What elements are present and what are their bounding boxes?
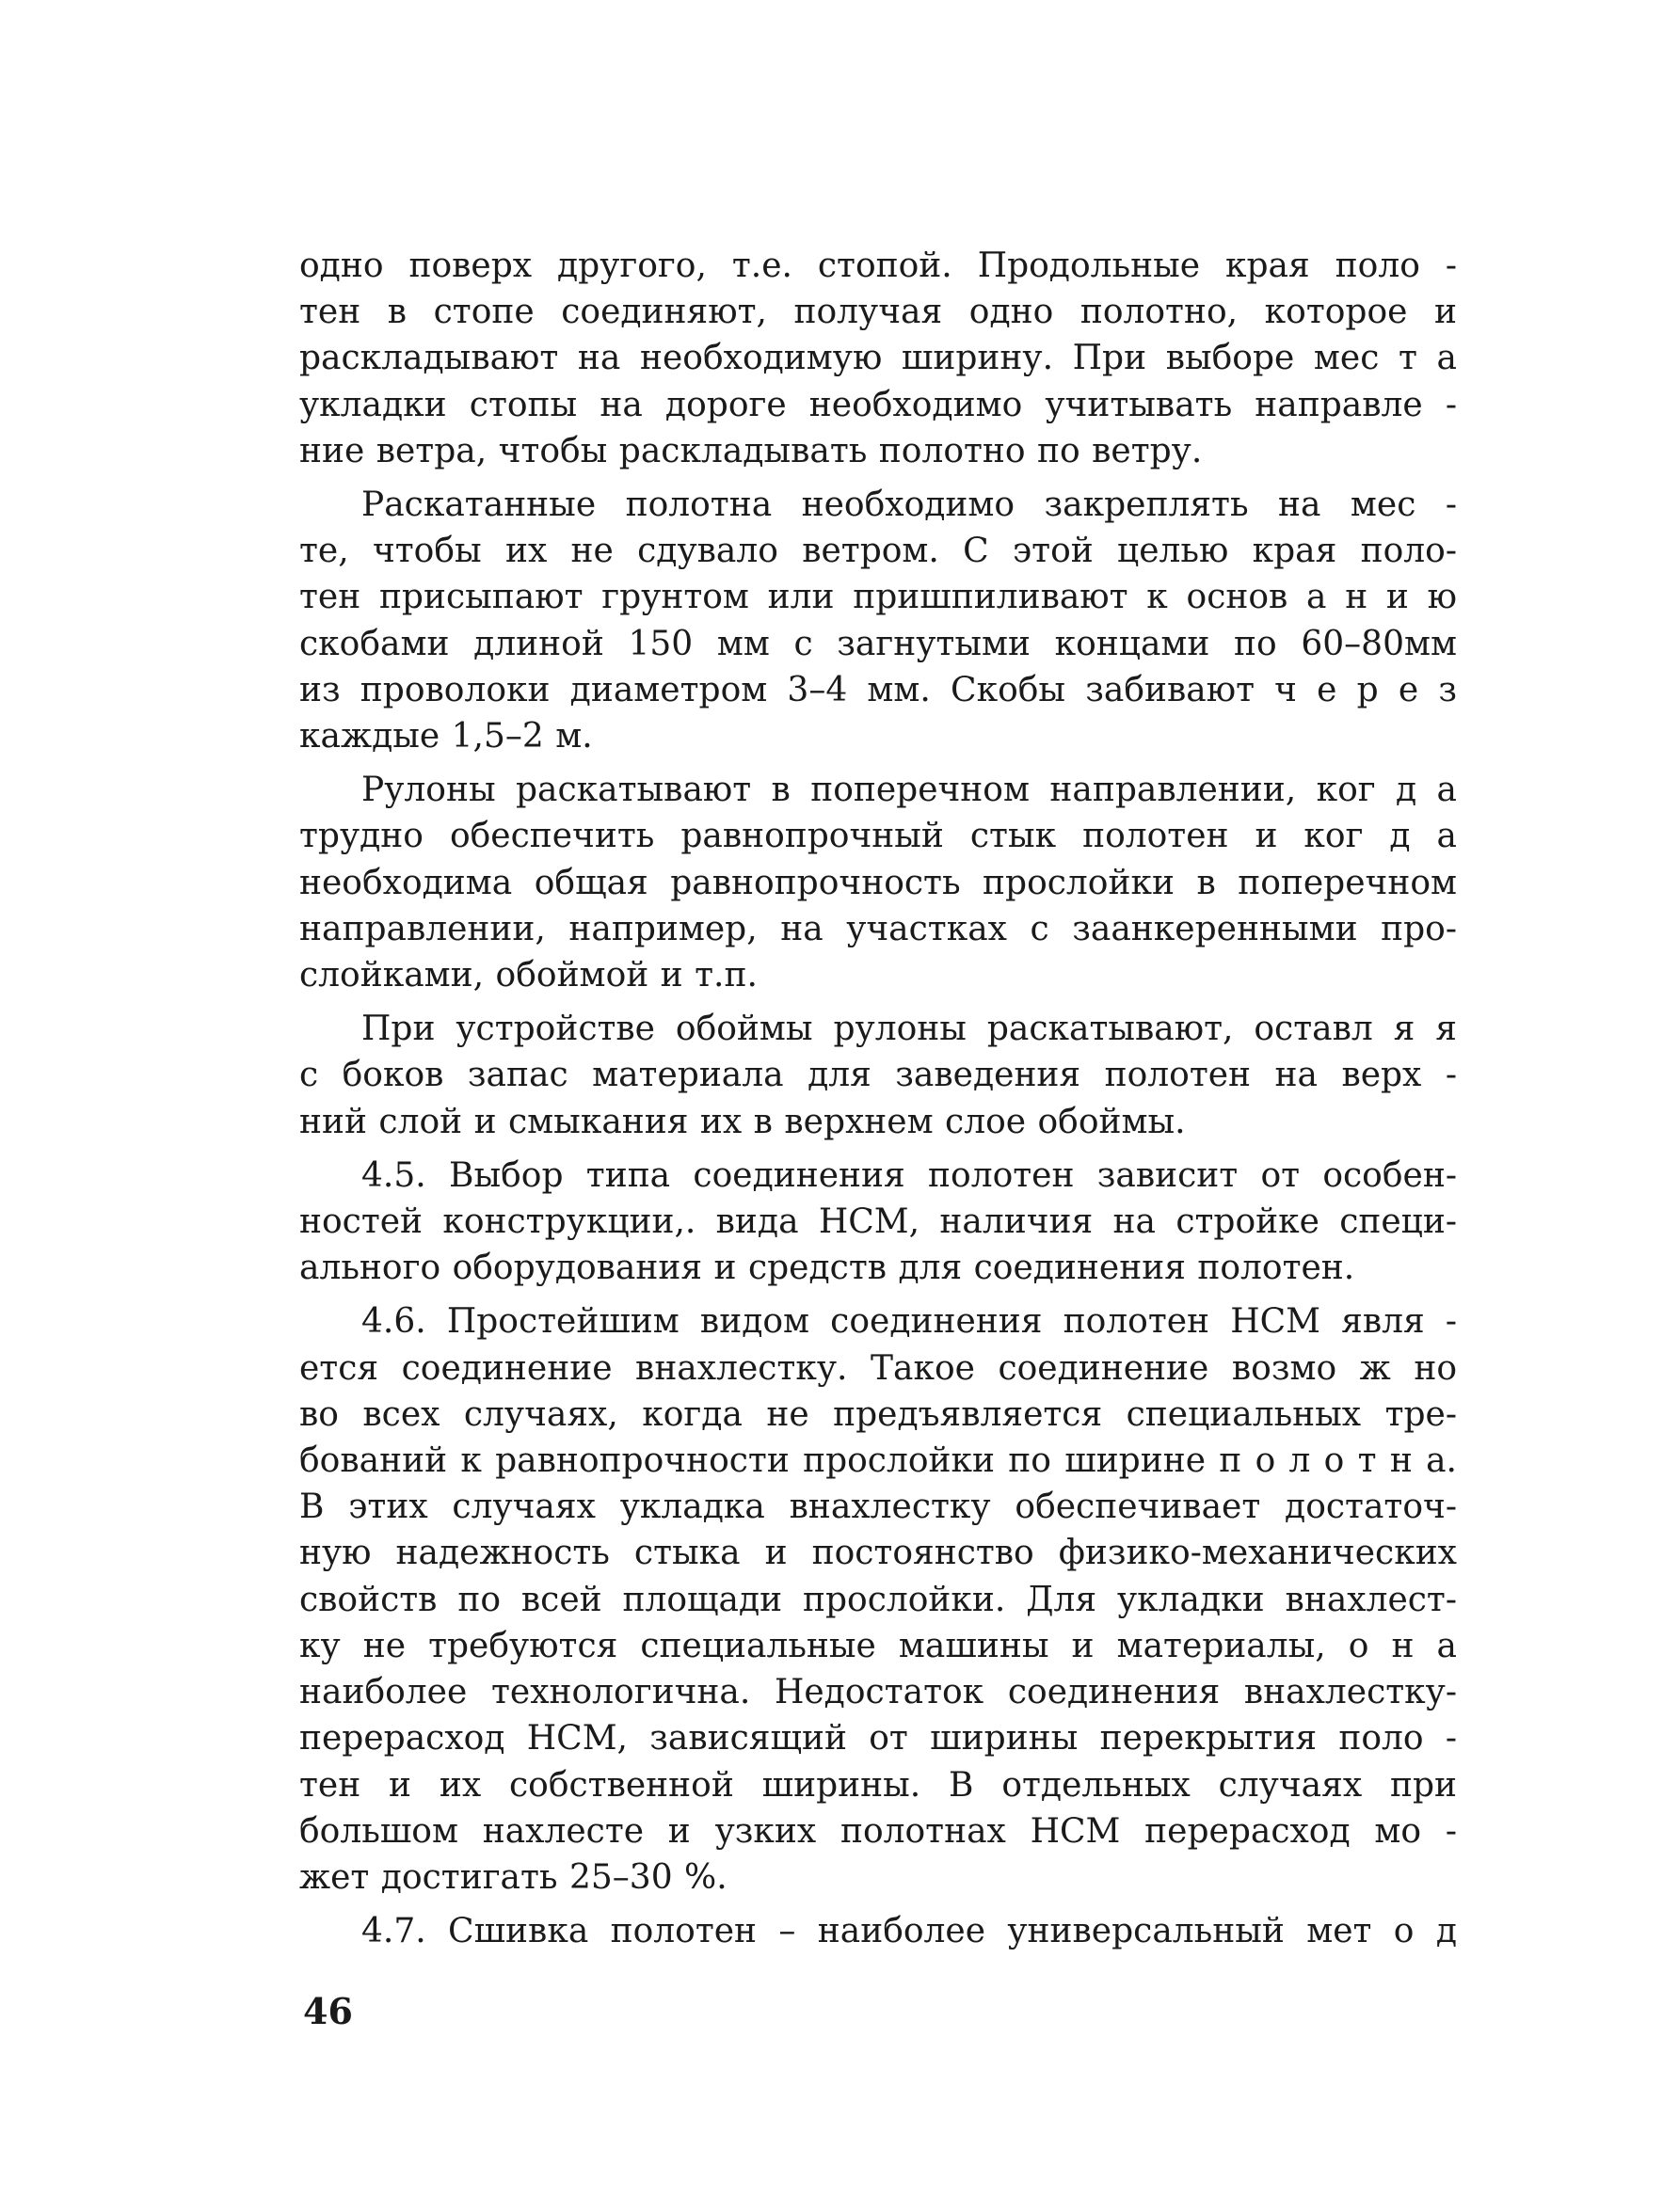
text-line: 4.6. Простейшим видом соединения полотен НСМ явля - (361, 1302, 1457, 1342)
text-line: ний слой и смыкания их в верхнем слое обоймы. (299, 1102, 1186, 1141)
text-line: во всех случаях, когда не предъявляется специальных тре- (299, 1394, 1457, 1434)
page-number: 46 (303, 1990, 353, 2032)
text-line: тен в стопе соединяют, получая одно полотно, которое и (299, 293, 1457, 332)
text-line: укладки стопы на дороге необходимо учитывать направле - (299, 385, 1457, 424)
text-line: из проволоки диаметром 3–4 мм. Скобы забивают ч е р е з (299, 670, 1457, 709)
paragraph-4 (299, 1006, 1457, 1145)
text-line: тен и их собственной ширины. В отдельных случаях при (299, 1765, 1457, 1805)
paragraph-4-7 (299, 1908, 1457, 1954)
text-line: необходима общая равнопрочность прослойки в поперечном (299, 863, 1457, 902)
text-line: слойками, обоймой и т.п. (299, 956, 758, 995)
text-line: ется соединение внахлестку. Такое соединение возмо ж но (299, 1348, 1457, 1388)
paragraph-4-5 (299, 1153, 1457, 1292)
text-line: трудно обеспечить равнопрочный стык полотен и ког д а (299, 817, 1457, 856)
text-line: ную надежность стыка и постоянство физико-механических (299, 1534, 1457, 1573)
text-line: перерасход НСМ, зависящий от ширины перекрытия поло - (299, 1719, 1457, 1758)
text-line: свойств по всей площади прослойки. Для укладки внахлест- (299, 1580, 1457, 1619)
text-line: с боков запас материала для заведения полотен на верх - (299, 1056, 1457, 1095)
paragraph-4-6 (299, 1298, 1457, 1901)
text-line: ностей конструкции,. вида НСМ, наличия на стройке специ- (299, 1202, 1457, 1242)
text-line: направлении, например, на участках с заанкеренными про- (299, 909, 1457, 948)
text-line: бований к равнопрочности прослойки по ширине п о л о т н а. (299, 1441, 1457, 1481)
text-line: ального оборудования и средств для соединения полотен. (299, 1249, 1355, 1288)
paragraph-1 (299, 243, 1457, 474)
text-line: тен присыпают грунтом или пришпиливают к основ а н и ю (299, 578, 1457, 617)
text-line: Рулоны раскатывают в поперечном направлении, ког д а (361, 771, 1457, 810)
text-line: ние ветра, чтобы раскладывать полотно по ветру. (299, 431, 1203, 470)
paragraph-2 (299, 482, 1457, 759)
text-line: большом нахлесте и узких полотнах НСМ перерасход мо - (299, 1811, 1457, 1851)
text-line: наиболее технологична. Недостаток соединения внахлестку- (299, 1673, 1457, 1712)
body-text (299, 243, 1457, 1962)
text-line: Раскатанные полотна необходимо закреплять на мес - (361, 485, 1457, 525)
text-line: В этих случаях укладка внахлестку обеспечивает достаточ- (299, 1488, 1457, 1527)
text-line: те, чтобы их не сдувало ветром. С этой целью края поло- (299, 532, 1457, 571)
text-line: ку не требуются специальные машины и материалы, о н а (299, 1626, 1457, 1665)
text-line: 4.5. Выбор типа соединения полотен зависит от особен- (361, 1155, 1457, 1195)
text-line: скобами длиной 150 мм с загнутыми концами по 60–80мм (299, 624, 1457, 663)
text-line: При устройстве обоймы рулоны раскатывают, оставл я я (361, 1010, 1457, 1049)
text-line: жет достигать 25–30 %. (299, 1857, 728, 1897)
text-line: раскладывают на необходимую ширину. При выборе мес т а (299, 339, 1457, 378)
text-line: одно поверх другого, т.е. стопой. Продольные края поло - (299, 247, 1457, 285)
text-line: 4.7. Сшивка полотен – наиболее универсальный мет о д (361, 1912, 1457, 1951)
text-line: каждые 1,5–2 м. (299, 717, 593, 756)
paragraph-3 (299, 767, 1457, 998)
